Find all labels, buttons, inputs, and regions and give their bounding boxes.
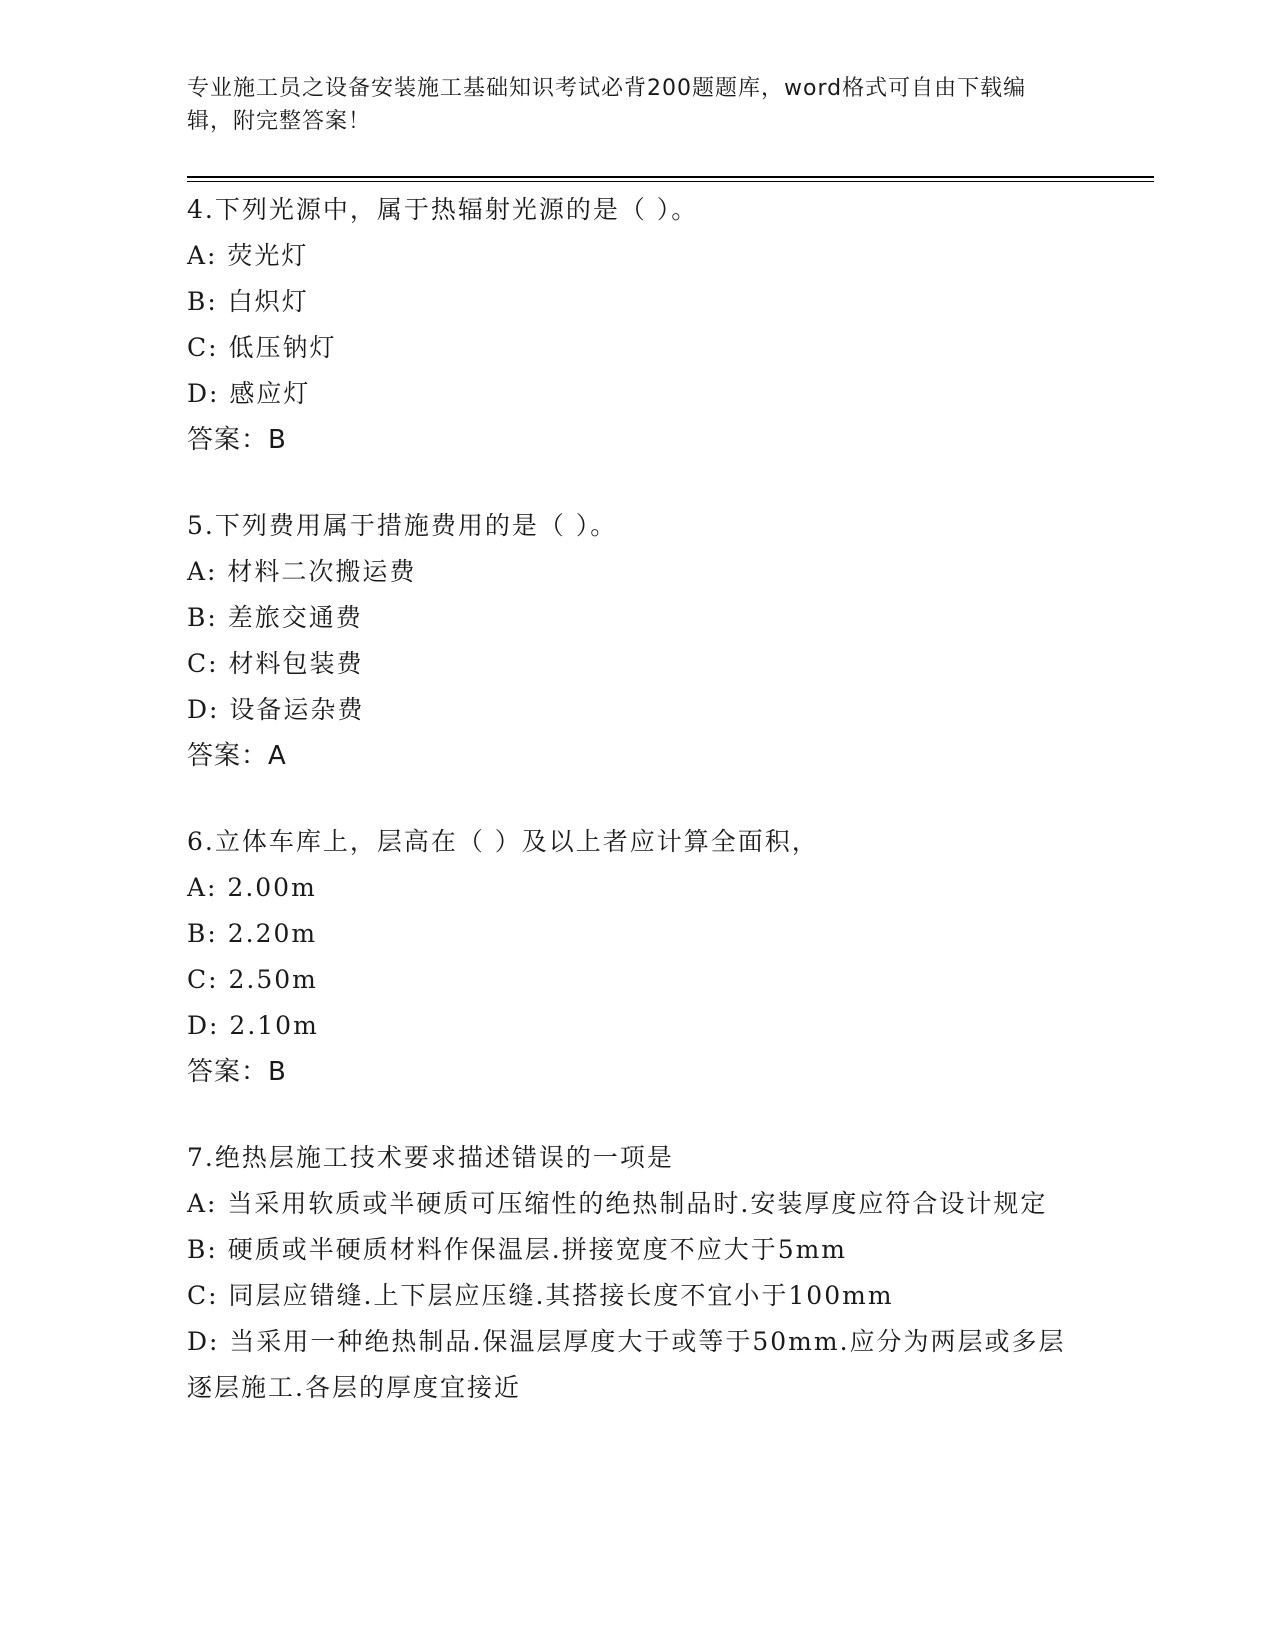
answer: 答案：A (187, 741, 287, 771)
question-7 (187, 1135, 1087, 1411)
option-b: B: 硬质或半硬质材料作保温层.拼接宽度不应大于5mm (187, 1235, 848, 1264)
option-d: D: 设备运杂费 (187, 695, 365, 724)
question-6 (187, 819, 1087, 1095)
option-c: C: 2.50m (187, 965, 318, 994)
document-header: 专业施工员之设备安装施工基础知识考试必背200题题库，word格式可自由下载编辑，附完整答案！ (187, 76, 1027, 134)
option-a: A: 材料二次搬运费 (187, 557, 417, 586)
option-a: A: 当采用软质或半硬质可压缩性的绝热制品时.安装厚度应符合设计规定 (187, 1189, 1048, 1218)
question-5 (187, 503, 1087, 779)
option-a: A: 荧光灯 (187, 241, 309, 270)
question-4 (187, 187, 1087, 463)
option-b: B: 差旅交通费 (187, 603, 363, 632)
question-stem: 6.立体车库上，层高在（ ）及以上者应计算全面积， (187, 827, 819, 856)
header-divider-thick (187, 176, 1154, 178)
question-stem: 7.绝热层施工技术要求描述错误的一项是 (187, 1143, 674, 1172)
option-c: C: 低压钠灯 (187, 333, 337, 362)
option-b: B: 2.20m (187, 919, 318, 948)
option-b: B: 白炽灯 (187, 287, 309, 316)
question-stem: 5.下列费用属于措施费用的是（ ）。 (187, 511, 618, 540)
option-d: D: 当采用一种绝热制品.保温层厚度大于或等于50mm.应分为两层或多层逐层施工.各层的厚度宜接近 (187, 1327, 1066, 1402)
option-d: D: 感应灯 (187, 379, 311, 408)
question-stem: 4.下列光源中，属于热辐射光源的是（ ）。 (187, 195, 699, 224)
option-a: A: 2.00m (187, 873, 317, 902)
answer: 答案：B (187, 1057, 287, 1087)
option-c: C: 材料包装费 (187, 649, 364, 678)
header-divider-thin (187, 181, 1154, 182)
answer: 答案：B (187, 425, 287, 455)
option-c: C: 同层应错缝.上下层应压缝.其搭接长度不宜小于100mm (187, 1281, 894, 1310)
option-d: D: 2.10m (187, 1011, 319, 1040)
